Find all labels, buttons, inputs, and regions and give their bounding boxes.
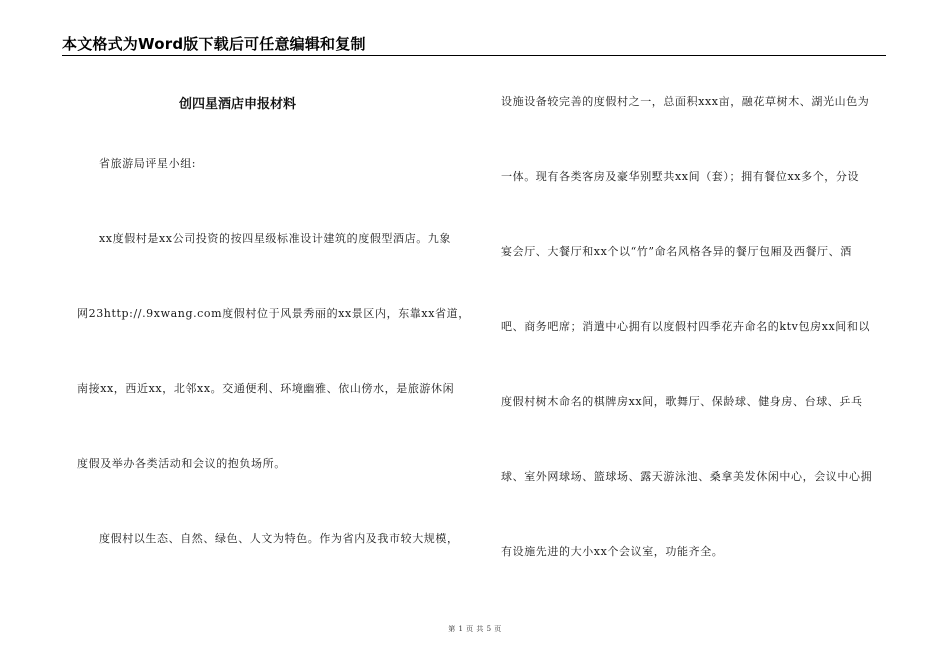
body-line: 有设施先进的大小xx个会议室，功能齐全。: [501, 545, 724, 558]
page-number: 第 1 页 共 5 页: [448, 625, 502, 633]
document-title: 创四星酒店申报材料: [178, 97, 296, 112]
body-line: 度假及举办各类活动和会议的抱负场所。: [77, 457, 286, 470]
body-line: 度假村以生态、自然、绿色、人文为特色。作为省内及我市较大规模，: [99, 532, 459, 545]
body-line: xx度假村是xx公司投资的按四星级标准设计建筑的度假型酒店。九象: [99, 232, 452, 245]
body-line: 吧、商务吧席；消遣中心拥有以度假村四季花卉命名的ktv包房xx间和以: [501, 320, 871, 333]
download-banner: 本文格式为Word版下载后可任意编辑和复制: [62, 35, 366, 53]
body-line: 球、室外网球场、篮球场、露天游泳池、桑拿美发休闲中心，会议中心拥: [501, 470, 873, 483]
body-line: 南接xx，西近xx，北邻xx。交通便利、环境幽雅、依山傍水，是旅游休闲: [77, 382, 455, 395]
body-line: 度假村树木命名的棋牌房xx间，歌舞厅、保龄球、健身房、台球、乒乓: [501, 395, 863, 408]
body-line: 宴会厅、大餐厅和xx个以“竹”命名风格各异的餐厅包厢及西餐厅、酒: [501, 245, 852, 258]
body-line: 设施设备较完善的度假村之一，总面积xxx亩，融花草树木、湖光山色为: [501, 95, 870, 108]
body-line: 一体。现有各类客房及豪华别墅共xx间（套）；拥有餐位xx多个，分设: [501, 170, 860, 183]
salutation: 省旅游局评星小组:: [99, 157, 197, 170]
header-divider: [62, 55, 886, 56]
body-line: 网23http://.9xwang.com度假村位于风景秀丽的xx景区内，东靠xx省道，: [77, 307, 470, 320]
